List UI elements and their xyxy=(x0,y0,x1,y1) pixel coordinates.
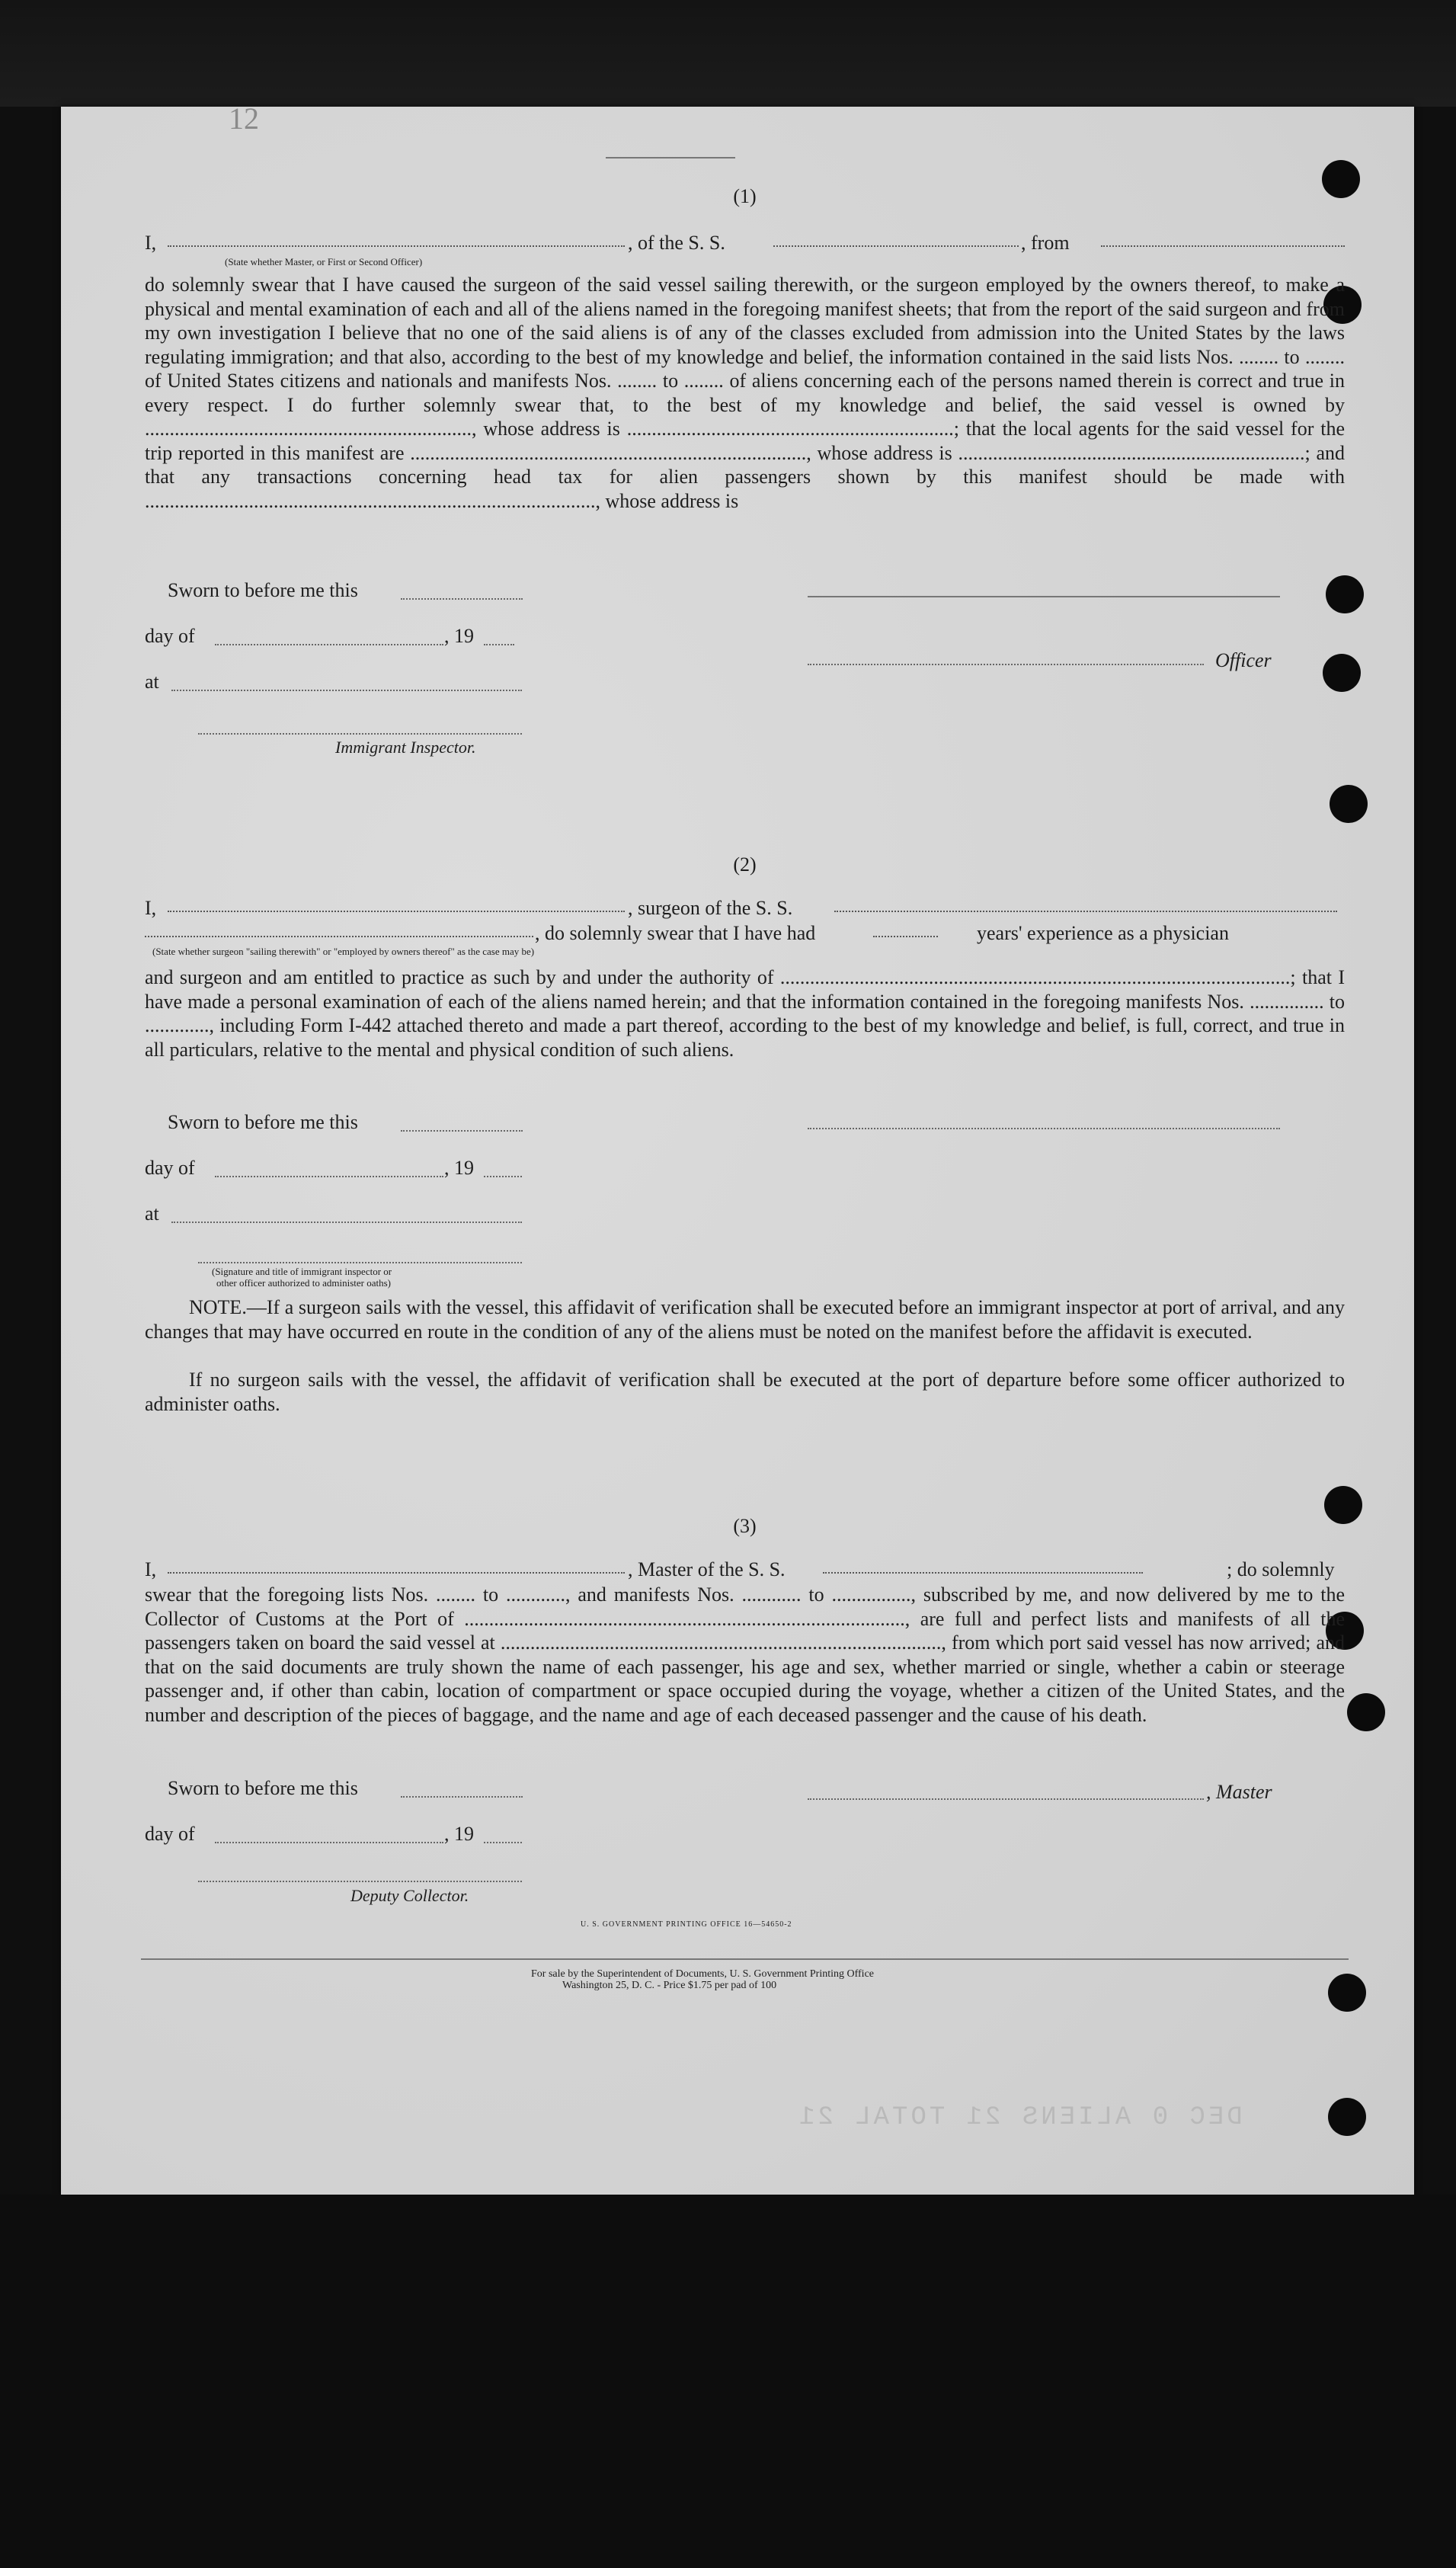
footer-rule xyxy=(141,1958,1349,1960)
physician-label: years' experience as a physician xyxy=(977,922,1229,944)
section-2-number: (2) xyxy=(733,853,757,876)
from-port-field[interactable] xyxy=(1101,232,1345,247)
section-1-officer-signature-line[interactable] xyxy=(808,596,1280,597)
punch-hole xyxy=(1347,1693,1385,1731)
section-1-sworn-label: Sworn to before me this xyxy=(168,579,358,601)
scan-background-bottom xyxy=(0,2195,1456,2568)
header-rule xyxy=(606,157,735,158)
section-3-body: swear that the foregoing lists Nos. ........ to ............, and manifests Nos. ............ to ................, subscribed by me, and now delivered by me to the Collector of Customs at the Port of ........................................................................................., are full and perfect lists and manifests of all the passengers taken on board the said vessel at ........................................................................................., from which port said vessel has now arrived; and that on the said documents are truly shown the name of each passenger, his age and sex, whether married or single, whether a cabin or steerage passenger and, if other than cabin, location of compartment or space occupied during the voyage, whether a citizen of the United States, and the number and description of the pieces of baggage, and the name and age of each deceased passenger and the cause of his death. xyxy=(145,1583,1345,1726)
experience-label: , do solemnly swear that I have had xyxy=(535,922,816,944)
oath-i-label: I, xyxy=(145,232,157,254)
section-2-sworn-label: Sworn to before me this xyxy=(168,1111,358,1133)
master-i-label: I, xyxy=(145,1558,157,1580)
section-1-inspector-signature-line[interactable] xyxy=(198,733,522,735)
section-1-day-label: day of xyxy=(145,625,195,647)
section-3-day-field[interactable] xyxy=(215,1842,443,1843)
no-surgeon-note: If no surgeon sails with the vessel, the affidavit of verification shall be executed at the port of departure before some officer authorized to administer oaths. xyxy=(145,1369,1345,1415)
surgeon-name-field[interactable] xyxy=(168,897,625,912)
punch-hole xyxy=(1326,575,1364,613)
punch-hole xyxy=(1330,785,1368,823)
surgeon-note: NOTE.—If a surgeon sails with the vessel, this affidavit of verification shall be executed before an immigrant inspector at port of arrival, and any changes that may have occurred en route in the condition of any of the aliens must be noted on the manifest before the affidavit is executed. xyxy=(145,1296,1345,1343)
section-1-day-field[interactable] xyxy=(215,644,443,645)
master-vessel-field[interactable] xyxy=(823,1558,1143,1574)
scan-background-top xyxy=(0,0,1456,107)
vessel-label: , of the S. S. xyxy=(628,232,725,254)
officer-title-label: Officer xyxy=(1215,649,1272,671)
surgeon-capacity-field[interactable] xyxy=(145,922,533,937)
punch-hole xyxy=(1328,1974,1366,2012)
section-2-at-label: at xyxy=(145,1202,159,1225)
section-3-sworn-label: Sworn to before me this xyxy=(168,1777,358,1799)
section-1-year-label: , 19 xyxy=(444,625,474,647)
solemnly-label: ; do solemnly xyxy=(1227,1558,1335,1580)
section-2-inspector-signature-line[interactable] xyxy=(198,1262,522,1263)
section-3-day-label: day of xyxy=(145,1823,195,1845)
surgeon-vessel-field[interactable] xyxy=(834,897,1337,912)
section-2-surgeon-signature-line[interactable] xyxy=(808,1128,1280,1129)
page-corner-mark: 12 xyxy=(229,107,259,136)
manifest-page xyxy=(61,107,1414,2195)
officer-name-field[interactable] xyxy=(168,232,625,247)
surgeon-caption: (State whether surgeon "sailing therewith" or "employed by owners thereof" as the case may be) xyxy=(152,946,535,957)
section-1-officer-title-line[interactable] xyxy=(808,664,1204,665)
printing-office-line: U. S. GOVERNMENT PRINTING OFFICE 16—54650-2 xyxy=(581,1920,792,1929)
section-3-sworn-field[interactable] xyxy=(401,1796,523,1798)
section-3-year-label: , 19 xyxy=(444,1823,474,1845)
vessel-name-field[interactable] xyxy=(773,232,1019,247)
sale-info-line-1: For sale by the Superintendent of Documents, U. S. Government Printing Office xyxy=(531,1968,874,1980)
section-3-collector-signature-line[interactable] xyxy=(198,1881,522,1882)
section-1-year-field[interactable] xyxy=(484,644,514,645)
immigrant-inspector-label: Immigrant Inspector. xyxy=(335,738,476,757)
master-title-label: , Master xyxy=(1206,1781,1272,1803)
section-2-body: and surgeon and am entitled to practice as such by and under the authority of .......................................................................................................; that I have made a personal examination of each of the aliens named herein; and that the information contained in the foregoing manifests Nos. ............... to ............., including Form I-442 attached thereto and made a part thereof, according to the best of my knowledge and belief, is full, correct, and true in all particulars, relative to the mental and physical condition of such aliens. xyxy=(145,966,1345,1061)
from-label: , from xyxy=(1021,232,1070,254)
section-2-day-field[interactable] xyxy=(215,1176,443,1177)
officer-caption: (State whether Master, or First or Second Officer) xyxy=(225,256,423,267)
section-1-at-label: at xyxy=(145,671,159,693)
punch-hole xyxy=(1323,654,1361,692)
section-2-sworn-field[interactable] xyxy=(401,1130,523,1132)
punch-hole xyxy=(1328,2098,1366,2136)
section-2-year-field[interactable] xyxy=(484,1176,522,1177)
section-2-at-field[interactable] xyxy=(171,1222,522,1223)
sig-caption-line-1: (Signature and title of immigrant inspector or xyxy=(212,1266,392,1277)
sig-caption-line-2: other officer authorized to administer oaths) xyxy=(216,1277,391,1289)
surgeon-i-label: I, xyxy=(145,897,157,919)
deputy-collector-label: Deputy Collector. xyxy=(350,1886,469,1905)
surgeon-vessel-label: , surgeon of the S. S. xyxy=(628,897,793,919)
section-1-number: (1) xyxy=(733,185,757,207)
master-vessel-label: , Master of the S. S. xyxy=(628,1558,786,1580)
years-experience-field[interactable] xyxy=(873,922,938,937)
section-1-body: do solemnly swear that I have caused the surgeon of the said vessel sailing therewith, or the surgeon employed by the owners thereof, to make a physical and mental examination of each and all of the aliens named in the foregoing manifest sheets; that from the report of the said surgeon and from my own investigation I believe that no one of the said aliens is of any of the classes excluded from admission into the United States by the laws regulating immigration; and that also, according to the best of my knowledge and belief, the information contained in the said lists Nos. ........ to ........ of United States citizens and nationals and manifests Nos. ........ to ........ of aliens concerning each of the persons named therein is correct and true in every respect. I do further solemnly swear that, to the best of my knowledge and belief, the said vessel is owned by .................................................................., whose address is ..................................................................; that the local agents for the said vessel for the trip reported in this manifest are ................................................................................, whose address is ......................................................................; and that any transactions concerning head tax for alien passengers shown by this manifest should be made with ..........................................................................................., whose address is xyxy=(145,274,1345,512)
section-3-year-field[interactable] xyxy=(484,1842,522,1843)
section-3-master-signature-line[interactable] xyxy=(808,1798,1204,1800)
sale-info-line-2: Washington 25, D. C. - Price $1.75 per pad of 100 xyxy=(562,1980,777,1991)
section-1-sworn-field[interactable] xyxy=(401,598,523,600)
section-1-at-field[interactable] xyxy=(171,690,522,691)
master-name-field[interactable] xyxy=(168,1558,625,1574)
section-3-number: (3) xyxy=(733,1515,757,1537)
section-2-day-label: day of xyxy=(145,1157,195,1179)
bleed-through-text: DEC 0 ALIENS 21 TOTAL 21 xyxy=(796,2103,1243,2132)
section-2-year-label: , 19 xyxy=(444,1157,474,1179)
